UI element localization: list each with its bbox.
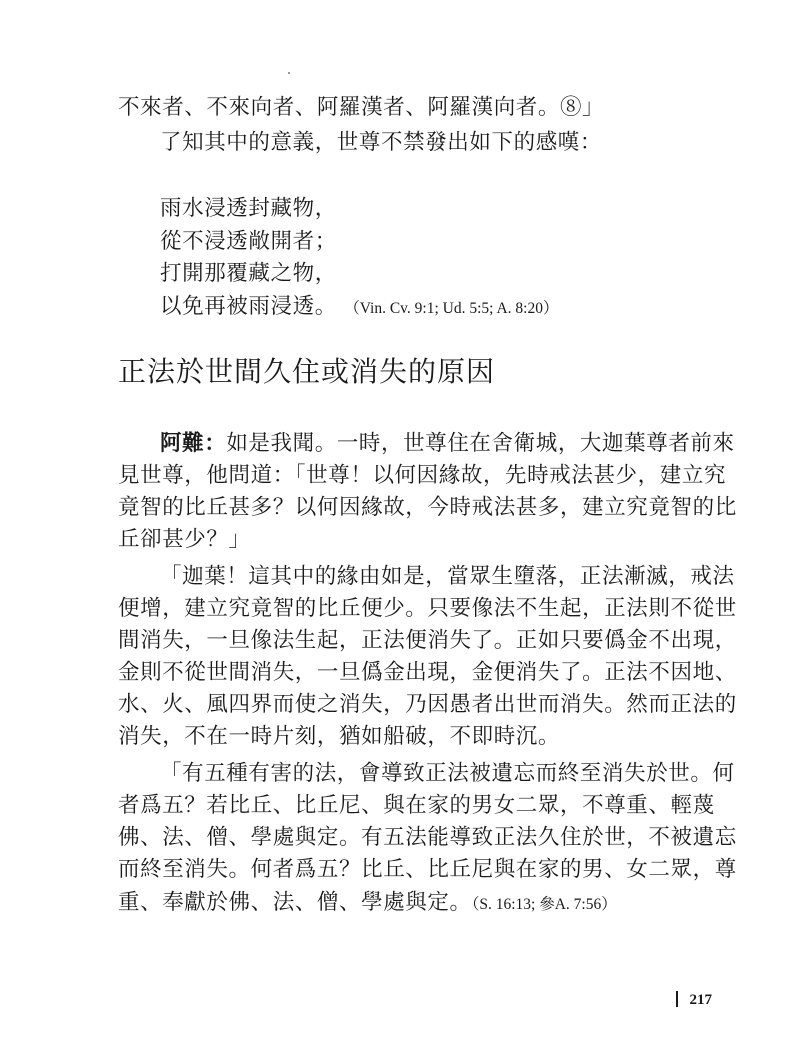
para2-line-6: 消失，不在一時片刻，猶如船破，不即時沉。 bbox=[118, 724, 561, 749]
verse-line-2: 從不浸透敞開者； bbox=[160, 229, 337, 254]
stray-mark bbox=[288, 72, 290, 74]
verse-line-4-text: 以免再被雨浸透。 bbox=[160, 294, 337, 319]
folio-rule bbox=[676, 991, 678, 1007]
para3-line-5 bbox=[118, 891, 617, 917]
para3-line-1: 「有五種有害的法，會導致正法被遺忘而終至消失於世。何 bbox=[160, 761, 735, 786]
para3-line-5-text: 重、奉獻於佛、法、僧、學處與定。 bbox=[118, 890, 472, 915]
para3-line-2: 者爲五？若比丘、比丘尼、與在家的男女二眾，不尊重、輕蔑 bbox=[118, 793, 715, 818]
verse-line-3: 打開那覆藏之物， bbox=[160, 261, 337, 286]
text-line-carryover: 不來者、不來向者、阿羅漢者、阿羅漢向者。⑧」 bbox=[118, 95, 605, 120]
text-line-intro-verse: 了知其中的意義，世尊不禁發出如下的感嘆： bbox=[160, 130, 603, 155]
section-title: 正法於世間久住或消失的原因 bbox=[118, 355, 496, 388]
verse-line-1: 雨水浸透封藏物， bbox=[160, 196, 337, 221]
para2-line-3: 間消失，一旦像法生起，正法便消失了。正如只要僞金不出現， bbox=[118, 628, 737, 653]
para1-line-2: 見世尊，他問道：「世尊！以何因緣故，先時戒法甚少，建立究 bbox=[118, 463, 727, 488]
para2-line-2: 便增，建立究竟智的比丘便少。只要像法不生起，正法則不從世 bbox=[118, 596, 737, 621]
verse-line-4 bbox=[160, 295, 558, 321]
para3-citation: （S. 16:13; 參A. 7:56） bbox=[471, 896, 617, 913]
para2-line-5: 水、火、風四界而使之消失，乃因愚者出世而消失。然而正法的 bbox=[118, 692, 737, 717]
page-number-text: 217 bbox=[689, 992, 712, 1008]
para3-line-4: 而終至消失。何者爲五？比丘、比丘尼與在家的男、女二眾，尊 bbox=[118, 857, 737, 882]
page-number bbox=[676, 991, 712, 1009]
verse-citation: （Vin. Cv. 9:1; Ud. 5:5; A. 8:20） bbox=[344, 300, 559, 317]
para3-line-3: 佛、法、僧、學處與定。有五法能導致正法久住於世，不被遺忘 bbox=[118, 825, 737, 850]
para1-line-4: 丘卻甚少？」 bbox=[118, 527, 251, 552]
para2-line-4: 金則不從世間消失，一旦僞金出現，金便消失了。正法不因地、 bbox=[118, 660, 737, 685]
para1-line-1 bbox=[160, 432, 735, 456]
para2-line-1: 「迦葉！這其中的緣由如是，當眾生墮落，正法漸滅，戒法 bbox=[160, 564, 735, 589]
speaker-label: 阿難： bbox=[160, 431, 227, 456]
para1-line-3: 竟智的比丘甚多？以何因緣故，今時戒法甚多，建立究竟智的比 bbox=[118, 495, 737, 520]
para1-line-1-text: 如是我聞。一時，世尊住在舍衛城，大迦葉尊者前來 bbox=[226, 431, 735, 456]
